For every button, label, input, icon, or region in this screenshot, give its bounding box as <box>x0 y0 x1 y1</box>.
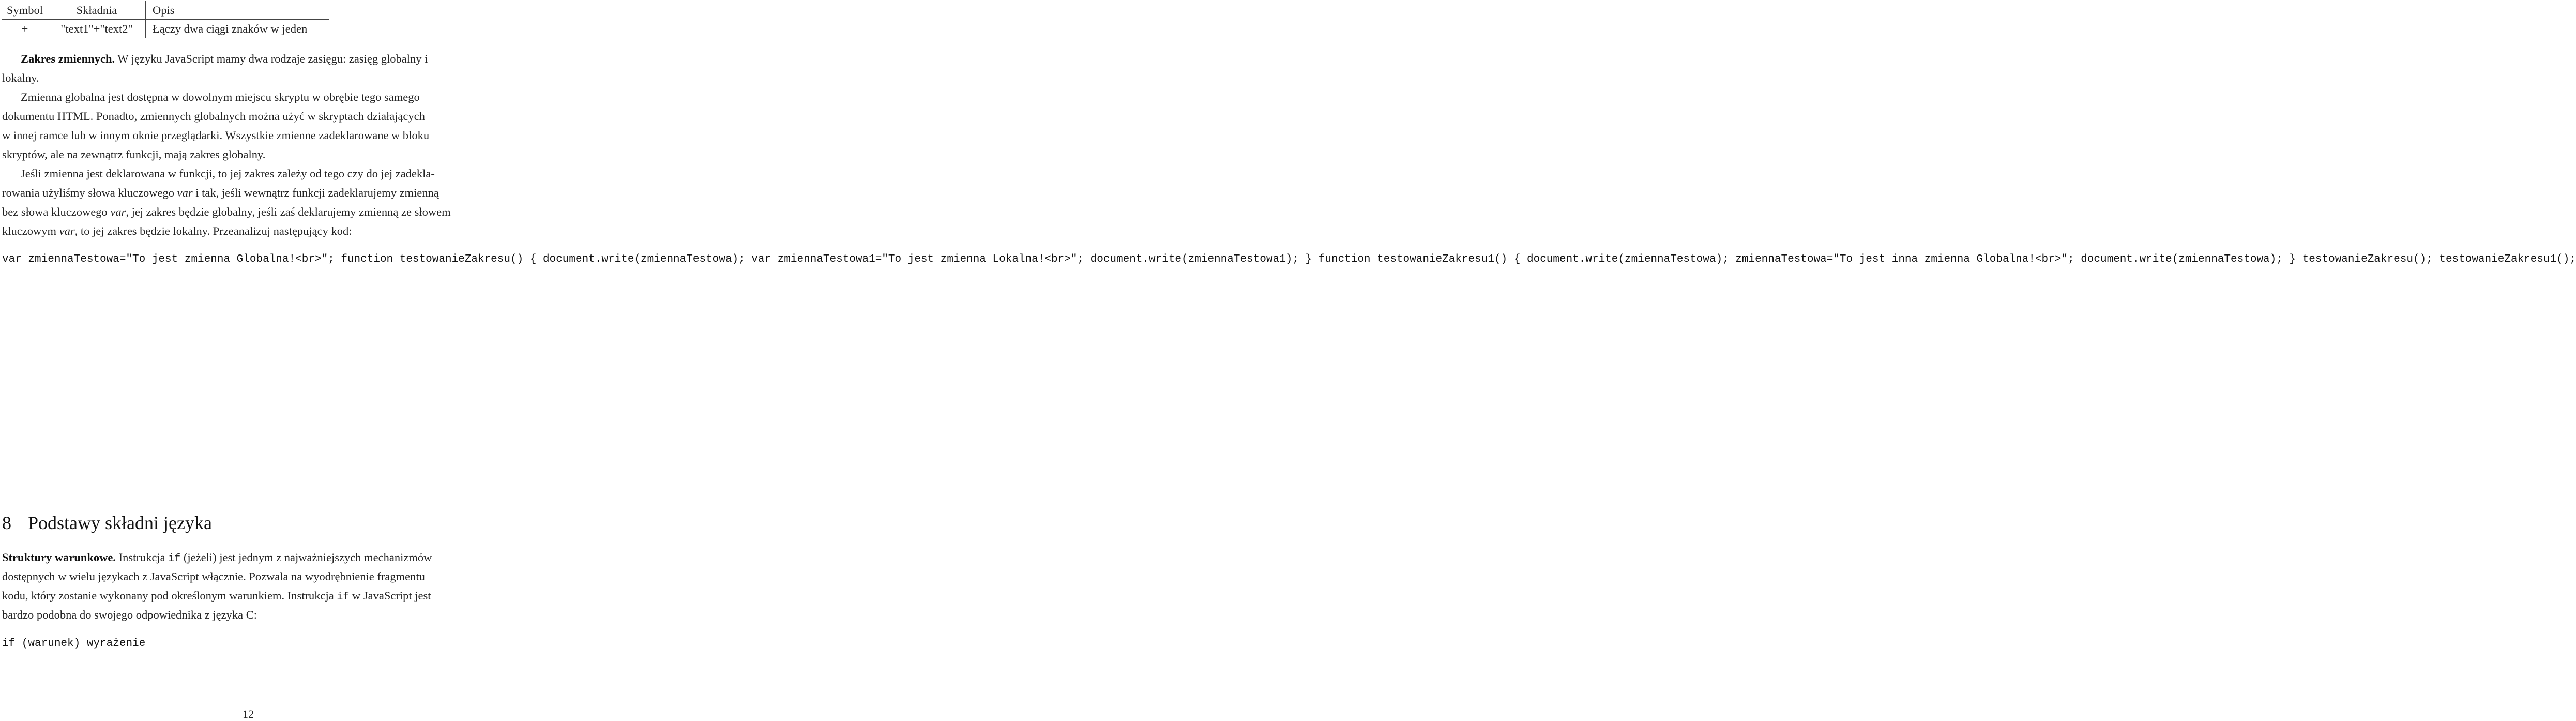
table-row <box>2 20 329 38</box>
code-line: var zmiennaTestowa="To jest zmienna Globalna!<br>"; <box>2 253 335 265</box>
code-line: document.write(zmiennaTestowa1); } <box>1090 253 1312 265</box>
text-run: , to jej zakres będzie lokalny. Przeanalizuj następujący kod: <box>74 224 352 237</box>
scope-para2-line: w innej ramce lub w innym oknie przeglądarki. Wszystkie zmienne zadeklarowane w bloku <box>2 129 430 142</box>
keyword-if: if <box>168 553 181 565</box>
section-title: Podstawy składni języka <box>28 513 212 533</box>
code-line: function testowanieZakresu1() { <box>1318 253 1521 265</box>
conditional-para-line <box>2 586 431 607</box>
code-line: wyrażenie <box>86 638 146 650</box>
code-line: if (warunek) <box>2 638 81 650</box>
scope-para2-line: skryptów, ale na zewnątrz funkcji, mają zakres globalny. <box>2 148 266 161</box>
scope-para2-line: dokumentu HTML. Ponadto, zmiennych globalnych można użyć w skryptach działających <box>2 110 425 123</box>
text-run: kluczowym <box>2 224 59 237</box>
page-number: 12 <box>243 708 254 720</box>
text-run: kodu, który zostanie wykonany pod określonym warunkiem. Instrukcja <box>2 589 337 602</box>
scope-para1-line1 <box>21 49 428 68</box>
text-run: , jej zakres będzie globalny, jeśli zaś deklarujemy zmienną ze słowem <box>126 205 451 218</box>
code-block-scope <box>2 250 2576 269</box>
text-run: Instrukcja <box>116 551 169 564</box>
code-line: testowanieZakresu1(); <box>2439 253 2576 265</box>
operator-table <box>2 1 329 38</box>
conditional-para-line: bardzo podobna do swojego odpowiednika z języka C: <box>2 608 257 621</box>
scope-para2-line: Zmienna globalna jest dostępna w dowolnym miejscu skryptu w obrębie tego samego <box>21 91 420 103</box>
text-run: w JavaScript jest <box>349 589 431 602</box>
table-cell: + <box>2 20 48 38</box>
scope-para3-line <box>2 202 451 221</box>
text-run: i tak, jeśli wewnątrz funkcji zadeklarujemy zmienną <box>192 186 439 199</box>
section-number: 8 <box>2 513 11 533</box>
table-cell: "text1"+"text2" <box>48 20 146 38</box>
code-line: document.write(zmiennaTestowa); <box>2081 253 2283 265</box>
section-heading <box>2 512 212 534</box>
scope-heading: Zakres zmiennych. <box>21 52 115 65</box>
code-block-if <box>2 635 145 653</box>
conditional-para-line <box>2 548 432 568</box>
scope-para3-line <box>2 221 352 241</box>
code-line: document.write(zmiennaTestowa); <box>1526 253 1729 265</box>
scope-para1-line2: lokalny. <box>2 71 39 84</box>
keyword-var: var <box>59 224 75 237</box>
text-run: rowania użyliśmy słowa kluczowego <box>2 186 177 199</box>
conditional-heading: Struktury warunkowe. <box>2 551 116 564</box>
keyword-var: var <box>110 205 126 218</box>
code-line: var zmiennaTestowa1="To jest zmienna Lokalna!<br>"; <box>751 253 1084 265</box>
keyword-if: if <box>337 591 350 603</box>
text-run: bez słowa kluczowego <box>2 205 111 218</box>
table-cell: Łączy dwa ciągi znaków w jeden <box>146 20 329 38</box>
scope-para3-line <box>2 183 439 202</box>
text-run: (jeżeli) jest jednym z najważniejszych mechanizmów <box>180 551 432 564</box>
scope-text: W języku JavaScript mamy dwa rodzaje zasięgu: zasięg globalny i <box>115 52 428 65</box>
conditional-para-line: dostępnych w wielu językach z JavaScript włącznie. Pozwala na wyodrębnienie fragmentu <box>2 570 425 583</box>
keyword-var: var <box>177 186 193 199</box>
table-header-cell: Składnia <box>48 1 146 20</box>
code-line: } <box>2289 253 2296 265</box>
code-line: zmiennaTestowa="To jest inna zmienna Globalna!<br>"; <box>1735 253 2074 265</box>
code-line: testowanieZakresu(); <box>2302 253 2433 265</box>
table-header-cell: Symbol <box>2 1 48 20</box>
code-line: function testowanieZakresu() { <box>341 253 537 265</box>
table-header-cell: Opis <box>146 1 329 20</box>
table-header-row <box>2 1 329 20</box>
scope-para3-line: Jeśli zmienna jest deklarowana w funkcji, to jej zakres zależy od tego czy do jej zadekla- <box>21 167 435 180</box>
code-line: document.write(zmiennaTestowa); <box>543 253 745 265</box>
